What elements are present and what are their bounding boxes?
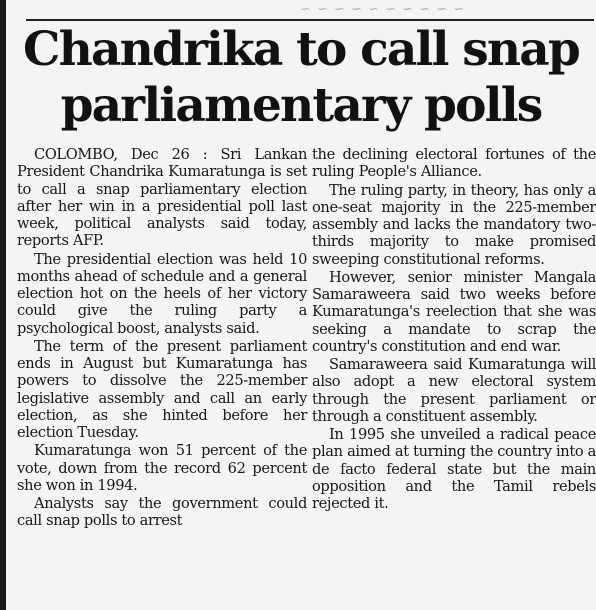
headline-line-1: Chandrika to call snap — [23, 22, 579, 77]
left-column — [17, 146, 307, 530]
paragraph: COLOMBO, Dec 26 : Sri Lankan President Chandrika Kumaratunga is set to call a snap parliamentary election after her win in a presidential poll last week, political analysts said today, reports AFP. — [17, 146, 307, 250]
paragraph: Samaraweera said Kumaratunga will also adopt a new electoral system through the present parliament or through a constituent assembly. — [312, 356, 596, 425]
top-strip — [0, 0, 596, 22]
paragraph: In 1995 she unveiled a radical peace plan aimed at turning the country into a de facto federal state but the main opposition and the Tamil rebels rejected it. — [312, 426, 596, 512]
headline-line-2: parliamentary polls — [60, 78, 542, 133]
paragraph: The presidential election was held 10 months ahead of schedule and a general election hot on the heels of her victory could give the ruling party a psychological boost, analysts said. — [17, 250, 307, 337]
right-column — [312, 146, 596, 512]
paragraph: The term of the present parliament ends in August but Kumaratunga has powers to dissolve the 225-member legislative assembly and call an early election, as she hinted before her election Tuesday. — [17, 337, 307, 441]
top-rule — [26, 19, 594, 21]
paragraph: The ruling party, in theory, has only a one-seat majority in the 225-member assembly and lacks the mandatory two-thirds majority to make promised sweeping constitutional reforms. — [312, 181, 596, 268]
paragraph: Analysts say the government could call snap polls to arrest — [17, 495, 307, 530]
bleed-through-text: ~ ~ ~ ~ ~ ~ ~ ~ ~ ~ — [300, 1, 466, 16]
paragraph: the declining electoral fortunes of the ruling People's Alliance. — [312, 146, 596, 181]
paragraph: However, senior minister Mangala Samaraweera said two weeks before Kumaratunga's reelection that she was seeking a mandate to scrap the country's constitution and end war. — [312, 268, 596, 355]
headline — [6, 22, 596, 134]
paragraph: Kumaratunga won 51 percent of the vote, down from the record 62 percent she won in 1994. — [17, 442, 307, 494]
